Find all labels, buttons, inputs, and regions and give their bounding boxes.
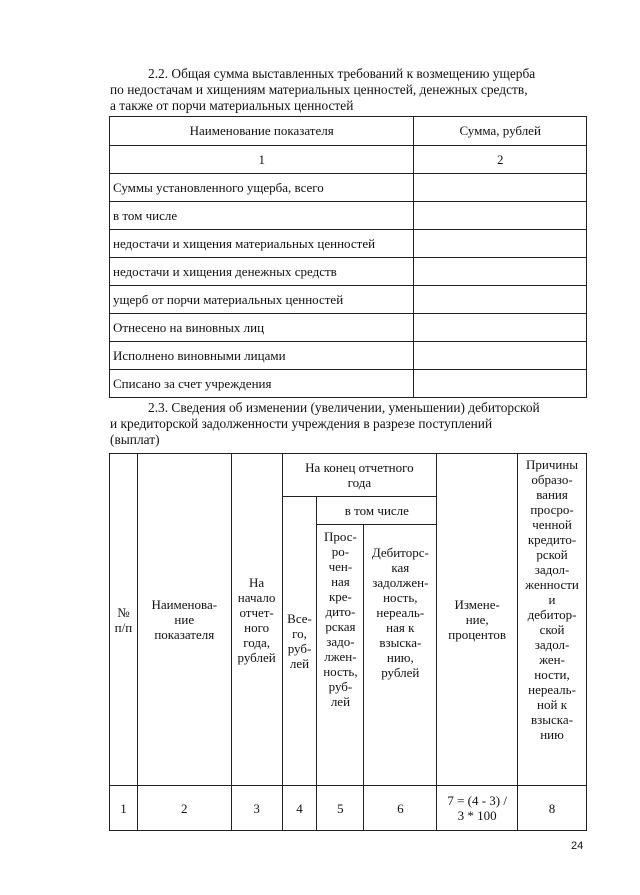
column-number-row — [110, 146, 587, 174]
row-label: недостачи и хищения материальных ценностей — [110, 230, 414, 258]
text-line: по недостачам и хищениям материальных ценностей, денежных средств, — [110, 82, 528, 97]
row-value — [414, 286, 587, 314]
text-line: 2.3. Сведения об изменении (увеличении, уменьшении) дебиторской — [148, 400, 540, 415]
column-number: 2 — [414, 146, 587, 174]
page-number: 24 — [571, 840, 584, 852]
column-header-end-of-year: На конец отчетного года — [282, 454, 437, 497]
table-row — [110, 342, 587, 370]
column-header-change: Измене- ние, процентов — [437, 454, 518, 786]
column-number: 5 — [317, 786, 364, 831]
column-header-reasons: Причины образо- вания просро- ченной кредито- рской задол- женности и дебитор- ской задол- жен- ности, нереаль- ной к взыска- нию — [518, 454, 587, 786]
table-row — [110, 230, 587, 258]
column-header-overdue-payables: Прос- ро- чен- ная кре- дито- рская задо- лжен- ность, руб- лей — [317, 525, 364, 786]
table-row — [110, 314, 587, 342]
text-line: 2.2. Общая сумма выставленных требований к возмещению ущерба — [148, 66, 536, 81]
column-header-including: в том числе — [317, 497, 437, 525]
column-number-formula: 7 = (4 - 3) / 3 * 100 — [437, 786, 518, 831]
row-label: ущерб от порчи материальных ценностей — [110, 286, 414, 314]
table-row — [110, 174, 587, 202]
text-line: (выплат) — [110, 432, 160, 447]
column-header-start-of-year: На начало отчет- ного года, рублей — [231, 454, 282, 786]
row-label: Отнесено на виновных лиц — [110, 314, 414, 342]
row-value — [414, 342, 587, 370]
row-label: недостачи и хищения денежных средств — [110, 258, 414, 286]
column-header-name: Наименование показателя — [110, 117, 414, 146]
table-row — [110, 258, 587, 286]
row-label: Суммы установленного ущерба, всего — [110, 174, 414, 202]
receivables-payables-table — [109, 453, 587, 831]
row-label: Исполнено виновными лицами — [110, 342, 414, 370]
row-value — [414, 258, 587, 286]
row-value — [414, 202, 587, 230]
column-header-name: Наименова- ние показателя — [137, 454, 231, 786]
column-header-sum: Сумма, рублей — [414, 117, 587, 146]
row-label: Списано за счет учреждения — [110, 370, 414, 398]
row-value — [414, 370, 587, 398]
table-row — [110, 370, 587, 398]
damage-claims-table — [109, 116, 587, 398]
column-number: 2 — [137, 786, 231, 831]
column-number: 4 — [282, 786, 317, 831]
text-line: а также от порчи материальных ценностей — [110, 98, 354, 113]
column-number: 1 — [110, 146, 414, 174]
row-value — [414, 314, 587, 342]
column-number: 3 — [231, 786, 282, 831]
table-header-row — [110, 454, 587, 497]
column-number: 8 — [518, 786, 587, 831]
row-value — [414, 174, 587, 202]
section-2-2-heading — [110, 66, 588, 114]
column-number: 6 — [364, 786, 437, 831]
column-number-row — [110, 786, 587, 831]
table-header-row — [110, 117, 587, 146]
column-header-number: № п/п — [110, 454, 138, 786]
column-number: 1 — [110, 786, 138, 831]
column-header-bad-receivables: Дебиторс- кая задолжен- ность, нереаль- ная к взыска- нию, рублей — [364, 525, 437, 786]
section-2-3-heading — [110, 400, 588, 448]
text-line: и кредиторской задолженности учреждения в разрезе поступлений — [110, 416, 493, 431]
row-value — [414, 230, 587, 258]
table-row — [110, 286, 587, 314]
table-row — [110, 202, 587, 230]
column-header-total: Все- го, руб- лей — [282, 497, 317, 786]
row-label: в том числе — [110, 202, 414, 230]
